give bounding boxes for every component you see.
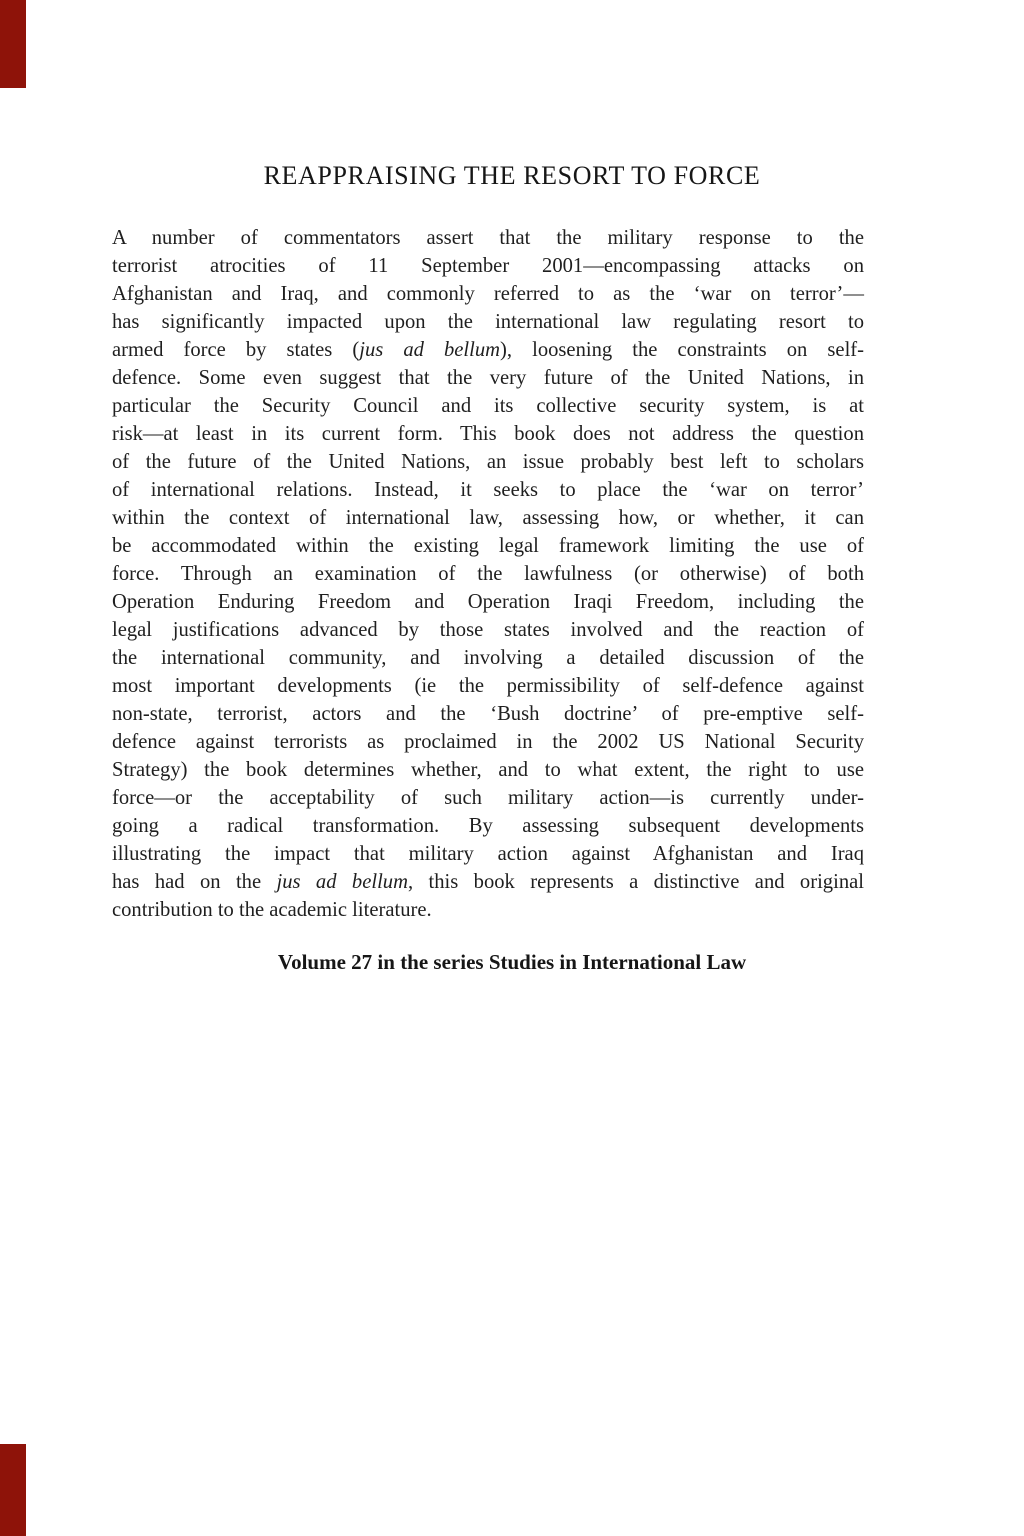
body-text-segment: within the context of international law, assessing how, or whether, it can xyxy=(112,507,864,529)
body-line xyxy=(112,476,864,504)
body-line xyxy=(112,448,864,476)
body-line xyxy=(112,588,864,616)
body-text-segment: ), loosening the constraints on self- xyxy=(500,339,865,361)
body-line xyxy=(112,336,864,364)
body-text-segment: most important developments (ie the permissibility of self-defence against xyxy=(112,675,864,697)
body-text-segment: contribution to the academic literature. xyxy=(112,899,432,921)
body-text-segment: Operation Enduring Freedom and Operation Iraqi Freedom, including the xyxy=(112,591,864,613)
body-line xyxy=(112,784,864,812)
latin-phrase-italic: jus ad bellum xyxy=(276,871,408,893)
red-cover-edge-mark-bottom xyxy=(0,1444,26,1536)
body-text-segment: of the future of the United Nations, an issue probably best left to scholars xyxy=(112,451,864,473)
body-line xyxy=(112,560,864,588)
body-line xyxy=(112,700,864,728)
body-text-segment: A number of commentators assert that the military response to the xyxy=(112,227,864,249)
body-text-segment: defence against terrorists as proclaimed in the 2002 US National Security xyxy=(112,731,864,753)
body-line xyxy=(112,812,864,840)
body-text-segment: Strategy) the book determines whether, and to what extent, the right to use xyxy=(112,759,864,781)
body-line xyxy=(112,364,864,392)
body-text-segment: legal justifications advanced by those states involved and the reaction of xyxy=(112,619,864,641)
body-line xyxy=(112,644,864,672)
latin-phrase-italic: jus ad bellum xyxy=(359,339,501,361)
body-line xyxy=(112,896,864,924)
red-cover-edge-mark-top xyxy=(0,0,26,88)
body-text-segment: force. Through an examination of the lawfulness (or otherwise) of both xyxy=(112,563,864,585)
body-line xyxy=(112,728,864,756)
body-text-segment: the international community, and involving a detailed discussion of the xyxy=(112,647,864,669)
body-line xyxy=(112,224,864,252)
body-text-segment: particular the Security Council and its collective security system, is at xyxy=(112,395,864,417)
body-text-segment: defence. Some even suggest that the very future of the United Nations, in xyxy=(112,367,864,389)
body-text-segment: risk—at least in its current form. This book does not address the question xyxy=(112,423,864,445)
body-text-segment: going a radical transformation. By assessing subsequent developments xyxy=(112,815,864,837)
body-text-segment: , this book represents a distinctive and original xyxy=(407,871,864,893)
body-line xyxy=(112,868,864,896)
body-text-segment: has had on the xyxy=(112,871,277,893)
body-line xyxy=(112,616,864,644)
body-line xyxy=(112,672,864,700)
series-note: Volume 27 in the series Studies in International Law xyxy=(277,950,747,974)
body-text-segment: force—or the acceptability of such military action—is currently under- xyxy=(112,787,864,809)
body-text-segment: has significantly impacted upon the international law regulating resort to xyxy=(112,311,864,333)
body-text-segment: Afghanistan and Iraq, and commonly referred to as the ‘war on terror’— xyxy=(112,283,864,305)
body-text-segment: of international relations. Instead, it seeks to place the ‘war on terror’ xyxy=(112,479,864,501)
body-line xyxy=(112,392,864,420)
body-line xyxy=(112,308,864,336)
body-line xyxy=(112,280,864,308)
body-text-segment: illustrating the impact that military action against Afghanistan and Iraq xyxy=(112,843,864,865)
body-text-segment: armed force by states ( xyxy=(112,339,360,361)
body-paragraph xyxy=(112,224,864,924)
page-title: REAPPRAISING THE RESORT TO FORCE xyxy=(263,161,761,190)
body-line xyxy=(112,840,864,868)
body-line xyxy=(112,532,864,560)
body-line xyxy=(112,420,864,448)
body-text-segment: be accommodated within the existing legal framework limiting the use of xyxy=(112,535,864,557)
body-line xyxy=(112,756,864,784)
body-line xyxy=(112,252,864,280)
body-text-segment: non-state, terrorist, actors and the ‘Bush doctrine’ of pre-emptive self- xyxy=(112,703,864,725)
body-text-segment: terrorist atrocities of 11 September 2001—encompassing attacks on xyxy=(112,255,864,277)
body-line xyxy=(112,504,864,532)
